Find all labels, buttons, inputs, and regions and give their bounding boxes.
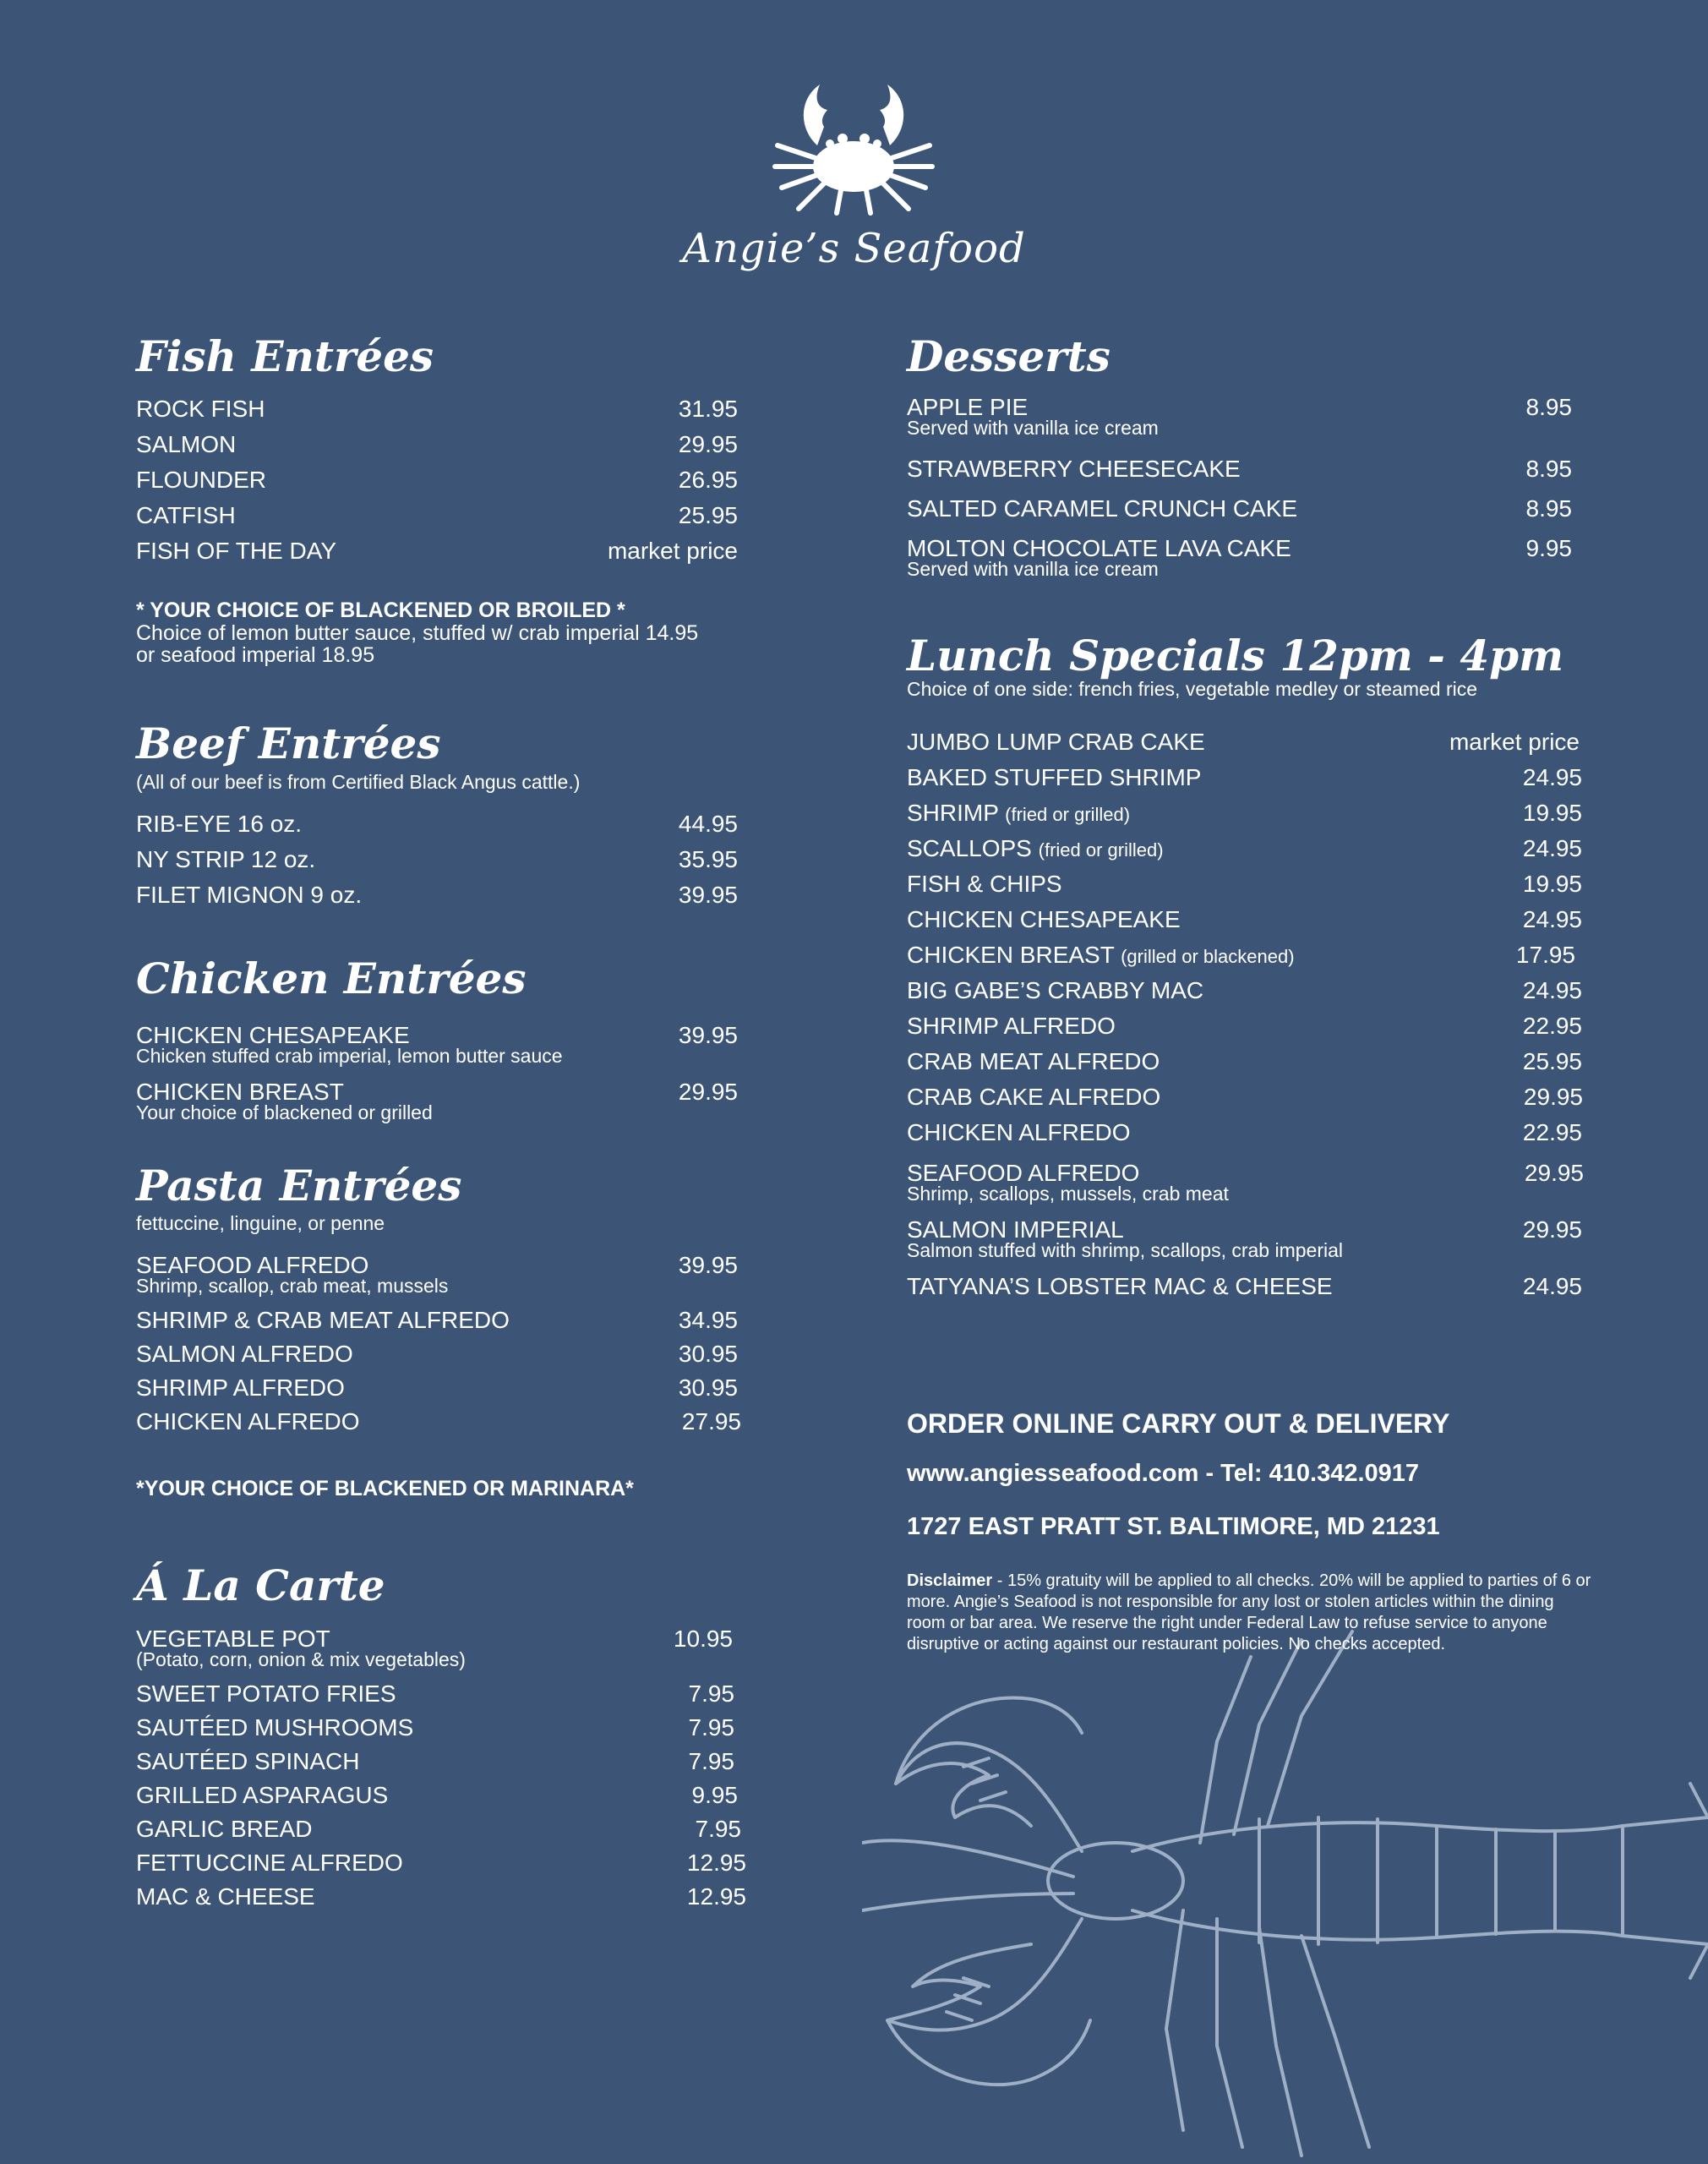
item-price: 19.95 (1522, 800, 1582, 826)
menu-item (907, 1270, 1582, 1303)
item-description: Served with vanilla ice cream (907, 417, 1159, 439)
item-description: Served with vanilla ice cream (907, 558, 1159, 580)
menu-item (136, 463, 738, 497)
item-price: 7.95 (695, 1816, 741, 1842)
item-price: 30.95 (678, 1341, 738, 1367)
item-price: 31.95 (678, 396, 738, 422)
item-name: CRAB CAKE ALFREDO (907, 1084, 1161, 1110)
item-price: 25.95 (1522, 1048, 1582, 1074)
menu-item (136, 1405, 741, 1439)
item-price: 24.95 (1522, 977, 1582, 1003)
fish-note-line1: Choice of lemon butter sauce, stuffed w/ crab imperial 14.95 (136, 621, 699, 645)
item-description: Chicken stuffed crab imperial, lemon butter sauce (136, 1045, 563, 1067)
fish-note-line2: or seafood imperial 18.95 (136, 643, 375, 667)
item-name: CHICKEN CHESAPEAKE (136, 1022, 410, 1048)
menu-item (136, 1249, 738, 1297)
item-description: Shrimp, scallop, crab meat, mussels (136, 1275, 449, 1297)
item-name: GRILLED ASPARAGUS (136, 1782, 389, 1808)
item-name: SHRIMP ALFREDO (907, 1013, 1116, 1039)
pasta-entrees-title: Pasta Entrées (136, 1161, 462, 1210)
item-note: (fried or grilled) (1005, 804, 1131, 825)
item-name: BAKED STUFFED SHRIMP (907, 764, 1202, 790)
item-note: (fried or grilled) (1038, 839, 1164, 861)
menu-item (907, 1116, 1582, 1150)
item-name: FILET MIGNON 9 oz. (136, 882, 363, 908)
disclaimer-text: - 15% gratuity will be applied to all checks. 20% will be applied to parties of 6 or more. Angie’s Seafood is not responsible for any lost or stolen articles within the dining room or bar area. We reserve the right under Federal Law to refuse service to anyone disruptive or acting against our restaurant policies. No checks accepted. (907, 1571, 1591, 1653)
item-price: 7.95 (688, 1748, 734, 1774)
item-price: 22.95 (1522, 1013, 1582, 1039)
item-name: SWEET POTATO FRIES (136, 1680, 396, 1707)
lunch-specials-title: Lunch Specials 12pm - 4pm (907, 631, 1564, 680)
item-name: SALMON ALFREDO (136, 1341, 353, 1367)
item-name: CATFISH (136, 502, 236, 528)
menu-item (136, 499, 738, 533)
item-price: 29.95 (1523, 1084, 1583, 1110)
menu-item (907, 832, 1582, 866)
website-and-phone[interactable]: www.angiesseafood.com - Tel: 410.342.0917 (907, 1460, 1420, 1487)
chicken-entrees-title: Chicken Entrées (136, 954, 527, 1003)
menu-item (907, 391, 1572, 439)
menu-item (136, 878, 738, 912)
item-name: SALMON (136, 431, 237, 457)
menu-item (136, 1812, 741, 1846)
item-name: RIB-EYE 16 oz. (136, 811, 303, 837)
menu-item (907, 452, 1572, 486)
lunch-subtitle: Choice of one side: french fries, vegetable medley or steamed rice (907, 678, 1478, 700)
menu-item (136, 1880, 746, 1914)
menu-item (136, 1779, 738, 1812)
item-name: CHICKEN CHESAPEAKE (907, 906, 1181, 932)
disclaimer-label: Disclaimer (907, 1571, 993, 1590)
item-price: market price (1449, 729, 1580, 755)
a-la-carte-title: Á La Carte (136, 1560, 385, 1610)
item-name: MAC & CHEESE (136, 1883, 315, 1910)
menu-item (907, 761, 1582, 795)
fish-entrees-title: Fish Entrées (136, 331, 434, 381)
menu-item (907, 1213, 1582, 1261)
left-column (136, 0, 745, 2164)
item-name: SEAFOOD ALFREDO (136, 1252, 369, 1278)
menu-item (136, 1677, 734, 1711)
menu-item (136, 1711, 734, 1745)
item-note: (grilled or blackened) (1121, 946, 1295, 967)
item-name: CHICKEN ALFREDO (907, 1119, 1131, 1145)
item-price: 24.95 (1522, 906, 1582, 932)
item-name: NY STRIP 12 oz. (136, 846, 316, 872)
item-name: VEGETABLE POT (136, 1626, 330, 1652)
item-name: MOLTON CHOCOLATE LAVA CAKE (907, 535, 1291, 561)
item-description: Shrimp, scallops, mussels, crab meat (907, 1183, 1229, 1205)
menu-item (907, 867, 1582, 901)
menu-item (907, 1080, 1583, 1114)
item-price: 8.95 (1525, 495, 1572, 522)
item-price: 10.95 (673, 1626, 733, 1652)
menu-item (907, 725, 1580, 759)
item-name: TATYANA’S LOBSTER MAC & CHEESE (907, 1273, 1333, 1299)
item-name-text: SHRIMP (907, 800, 999, 826)
menu-item (136, 428, 738, 462)
item-price: 9.95 (1525, 535, 1572, 561)
menu-item (907, 1045, 1582, 1079)
menu-item (136, 1846, 746, 1880)
item-price: 34.95 (678, 1307, 738, 1333)
menu-item (907, 492, 1572, 526)
item-name: SALTED CARAMEL CRUNCH CAKE (907, 495, 1298, 522)
menu-item (907, 532, 1572, 580)
beef-entrees-title: Beef Entrées (136, 719, 441, 768)
item-name: FETTUCCINE ALFREDO (136, 1850, 403, 1876)
menu-item (136, 843, 738, 877)
item-name: BIG GABE’S CRABBY MAC (907, 977, 1204, 1003)
disclaimer (907, 1571, 1591, 1655)
brand-name: Angie’s Seafood (682, 225, 1026, 272)
item-price: 24.95 (1522, 1273, 1582, 1299)
item-price: 9.95 (691, 1782, 738, 1808)
item-price: 7.95 (688, 1680, 734, 1707)
item-name: FISH & CHIPS (907, 871, 1062, 897)
item-price: 27.95 (681, 1408, 741, 1434)
item-description: Salmon stuffed with shrimp, scallops, crab imperial (907, 1239, 1344, 1261)
item-price: 39.95 (678, 1022, 738, 1048)
item-name (907, 800, 1130, 826)
item-price: 17.95 (1515, 942, 1575, 968)
item-name: CRAB MEAT ALFREDO (907, 1048, 1160, 1074)
order-heading: ORDER ONLINE CARRY OUT & DELIVERY (907, 1408, 1450, 1439)
menu-item (136, 1019, 738, 1067)
item-name: STRAWBERRY CHEESECAKE (907, 456, 1241, 482)
item-name: SHRIMP ALFREDO (136, 1374, 345, 1401)
item-price: 22.95 (1522, 1119, 1582, 1145)
menu-item (907, 974, 1582, 1008)
menu-item (136, 1371, 738, 1405)
item-name: SAUTÉED MUSHROOMS (136, 1714, 414, 1740)
item-price: 12.95 (686, 1850, 746, 1876)
item-name (907, 835, 1164, 861)
item-name: SEAFOOD ALFREDO (907, 1160, 1140, 1186)
item-price: 29.95 (678, 431, 738, 457)
pasta-subtitle: fettuccine, linguine, or penne (136, 1212, 385, 1234)
address: 1727 EAST PRATT ST. BALTIMORE, MD 21231 (907, 1513, 1440, 1540)
menu-item (907, 796, 1582, 830)
item-name: GARLIC BREAD (136, 1816, 313, 1842)
menu-item (907, 903, 1582, 937)
item-name: CHICKEN BREAST (136, 1079, 344, 1105)
menu-item (907, 1009, 1582, 1043)
item-price: 24.95 (1522, 764, 1582, 790)
item-price: market price (607, 538, 738, 564)
right-column (907, 0, 1591, 2164)
menu-item (907, 1156, 1584, 1205)
item-price: 12.95 (686, 1883, 746, 1910)
desserts-title: Desserts (907, 331, 1110, 381)
item-name-text: SCALLOPS (907, 835, 1032, 861)
item-name: SHRIMP & CRAB MEAT ALFREDO (136, 1307, 510, 1333)
menu-item (136, 807, 738, 841)
item-price: 30.95 (678, 1374, 738, 1401)
item-name: CHICKEN ALFREDO (136, 1408, 360, 1434)
item-price: 29.95 (678, 1079, 738, 1105)
item-name: ROCK FISH (136, 396, 265, 422)
item-price: 39.95 (678, 1252, 738, 1278)
item-name: SALMON IMPERIAL (907, 1216, 1124, 1243)
item-price: 44.95 (678, 811, 738, 837)
item-name: FISH OF THE DAY (136, 538, 336, 564)
item-price: 25.95 (678, 502, 738, 528)
item-description: Your choice of blackened or grilled (136, 1101, 433, 1123)
item-price: 29.95 (1524, 1160, 1584, 1186)
item-name: APPLE PIE (907, 394, 1029, 420)
item-price: 8.95 (1525, 394, 1572, 420)
menu-item (136, 392, 738, 426)
menu-item (136, 534, 738, 568)
item-name: JUMBO LUMP CRAB CAKE (907, 729, 1205, 755)
fish-note-heading: * YOUR CHOICE OF BLACKENED OR BROILED * (136, 598, 625, 622)
menu-item (136, 1075, 738, 1123)
menu-item (907, 938, 1575, 972)
item-description: (Potato, corn, onion & mix vegetables) (136, 1648, 466, 1670)
item-price: 24.95 (1522, 835, 1582, 861)
item-price: 19.95 (1522, 871, 1582, 897)
item-name: SAUTÉED SPINACH (136, 1748, 360, 1774)
menu-item (136, 1622, 733, 1670)
item-price: 35.95 (678, 846, 738, 872)
menu-item (136, 1303, 738, 1337)
item-price: 29.95 (1522, 1216, 1582, 1243)
pasta-note: *YOUR CHOICE OF BLACKENED OR MARINARA* (136, 1477, 634, 1500)
item-price: 8.95 (1525, 456, 1572, 482)
item-name (907, 942, 1295, 968)
menu-item (136, 1745, 734, 1779)
item-price: 39.95 (678, 882, 738, 908)
item-price: 7.95 (688, 1714, 734, 1740)
menu-item (136, 1337, 738, 1371)
beef-subtitle: (All of our beef is from Certified Black Angus cattle.) (136, 771, 581, 793)
item-price: 26.95 (678, 467, 738, 493)
item-name-text: CHICKEN BREAST (907, 942, 1115, 968)
item-name: FLOUNDER (136, 467, 267, 493)
